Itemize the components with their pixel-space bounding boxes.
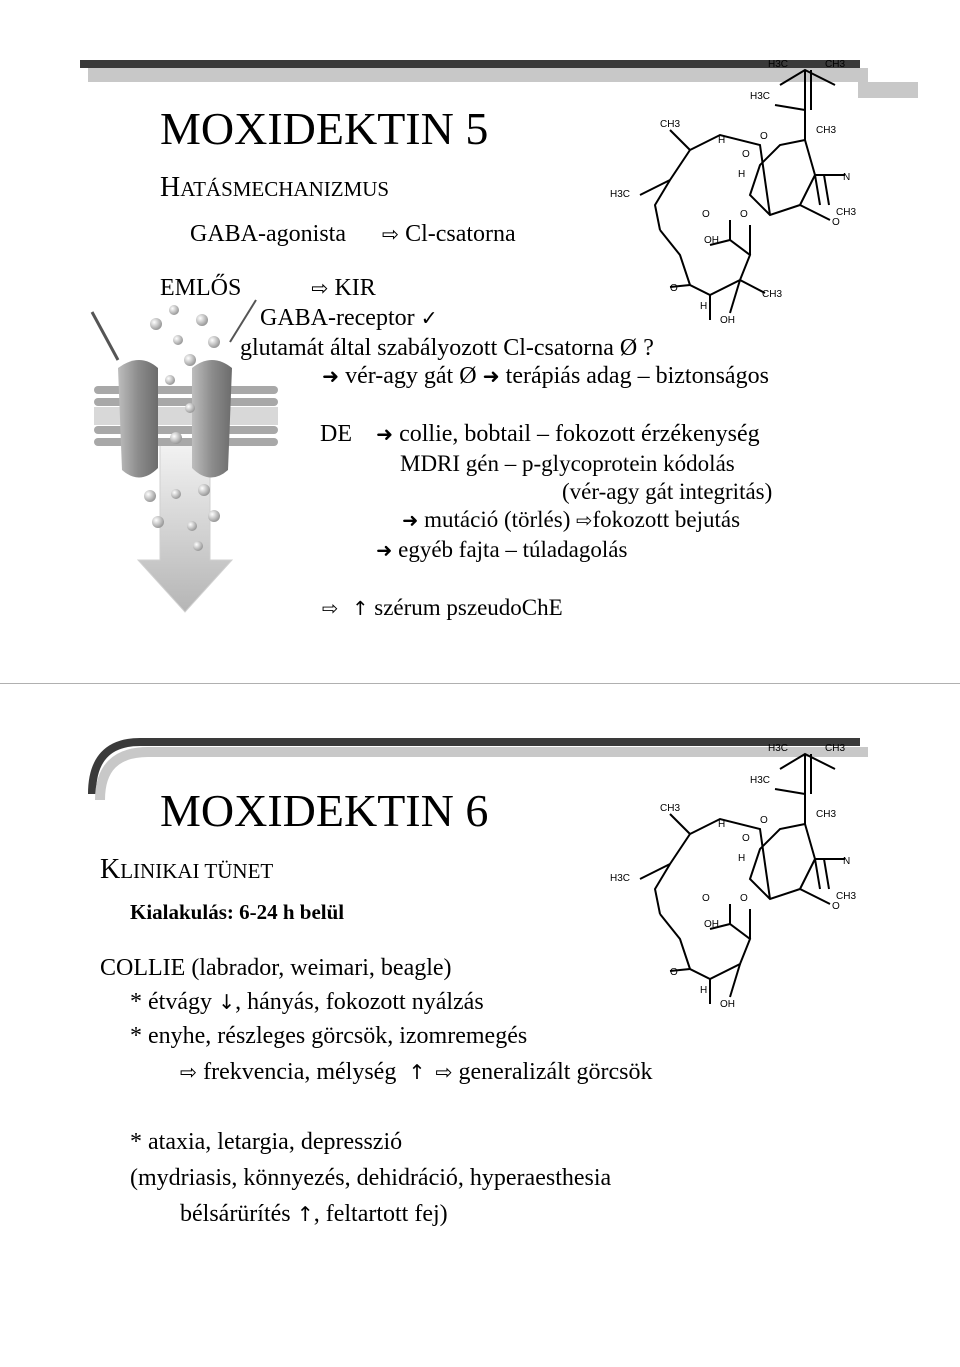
svg-text:CH3: CH3: [825, 743, 846, 754]
svg-text:H3C: H3C: [768, 59, 789, 70]
svg-text:CH3: CH3: [825, 59, 846, 70]
right-arrow-icon: ⇨: [435, 1060, 453, 1084]
collie-line: COLLIE (labrador, weimari, beagle): [100, 955, 452, 981]
bullet-1: * étvágy ↓, hányás, fokozott nyálzás: [130, 989, 484, 1015]
arrow-icon: ➜: [376, 422, 394, 446]
slide-moxidektin-6: [0, 684, 960, 1367]
check-icon: ✓: [420, 306, 438, 330]
de-line-1: ➜ collie, bobtail – fokozott érzékenység: [376, 421, 760, 447]
arrow-icon: ➜: [482, 364, 500, 388]
moxidectin-structure-2: [600, 739, 900, 1019]
arrow-icon: ➜: [376, 539, 393, 562]
svg-text:H: H: [718, 819, 726, 830]
svg-text:O: O: [702, 209, 710, 220]
svg-text:O: O: [742, 149, 750, 160]
svg-text:N: N: [843, 172, 851, 183]
section-heading: KLINIKAI TÜNET: [100, 854, 274, 885]
svg-text:H3C: H3C: [750, 775, 771, 786]
svg-text:N: N: [843, 856, 851, 867]
svg-text:CH3: CH3: [660, 119, 681, 130]
bullet-3: ⇨ frekvencia, mélység ↑ ⇨ generalizált görcsök: [180, 1059, 653, 1085]
ver-agy-line: ➜ vér-agy gát Ø ➜ terápiás adag – biztonságos: [322, 363, 769, 389]
svg-text:O: O: [760, 815, 768, 826]
emlos-line: EMLŐS ⇨ KIR: [160, 275, 376, 301]
section-heading: HATÁSMECHANIZMUS: [160, 172, 390, 203]
up-arrow-icon: ↑: [408, 1060, 426, 1084]
de-line-3: (vér-agy gát integritás): [562, 479, 773, 504]
slide-moxidektin-5: [0, 0, 960, 683]
svg-text:O: O: [670, 967, 678, 978]
svg-text:CH3: CH3: [836, 207, 857, 218]
svg-text:O: O: [832, 217, 840, 228]
svg-text:H: H: [738, 853, 746, 864]
svg-text:O: O: [832, 901, 840, 912]
right-arrow-icon: ⇨: [381, 222, 400, 246]
svg-text:CH3: CH3: [762, 289, 783, 300]
svg-text:CH3: CH3: [836, 891, 857, 902]
svg-text:H3C: H3C: [610, 189, 631, 200]
right-arrow-icon: ⇨: [311, 276, 329, 300]
svg-text:CH3: CH3: [660, 803, 681, 814]
svg-text:O: O: [740, 893, 748, 904]
gaba-line: GABA-agonista ⇨ Cl-csatorna: [190, 221, 516, 247]
right-arrow-icon: ⇨: [576, 509, 593, 532]
slide-title: MOXIDEKTIN 5: [160, 103, 489, 154]
svg-text:CH3: CH3: [816, 125, 837, 136]
right-arrow-icon: ⇨: [180, 1060, 198, 1084]
up-arrow-icon: ↑: [352, 597, 369, 620]
slide-title: MOXIDEKTIN 6: [160, 785, 489, 836]
bullet-4: * ataxia, letargia, depresszió: [130, 1129, 403, 1155]
onset-line: Kialakulás: 6-24 h belül: [130, 900, 345, 924]
de-label: DE: [320, 421, 352, 447]
moxidectin-structure-1: [600, 55, 900, 335]
de-line-2: MDRI gén – p-glycoprotein kódolás: [400, 451, 735, 476]
arrow-icon: ➜: [322, 364, 340, 388]
svg-text:O: O: [760, 131, 768, 142]
arrow-icon: ➜: [402, 509, 419, 532]
svg-text:O: O: [702, 893, 710, 904]
svg-text:O: O: [742, 833, 750, 844]
svg-text:H: H: [700, 301, 708, 312]
svg-text:OH: OH: [704, 919, 719, 930]
down-arrow-icon: ↓: [217, 990, 236, 1014]
svg-text:H: H: [700, 985, 708, 996]
right-arrow-icon: ⇨: [322, 597, 339, 620]
svg-text:OH: OH: [720, 999, 735, 1010]
svg-text:CH3: CH3: [816, 809, 837, 820]
svg-text:O: O: [740, 209, 748, 220]
bullet-6: bélsárürítés ↑, feltartott fej): [180, 1201, 448, 1227]
serum-line: ⇨ ↑ szérum pszeudoChE: [322, 595, 563, 620]
svg-text:H: H: [738, 169, 746, 180]
svg-text:OH: OH: [704, 235, 719, 246]
svg-text:O: O: [670, 283, 678, 294]
svg-text:H3C: H3C: [768, 743, 789, 754]
up-arrow-icon: ↑: [296, 1202, 314, 1226]
svg-text:H: H: [718, 135, 726, 146]
bullet-2: * enyhe, részleges görcsök, izomremegés: [130, 1023, 528, 1049]
ion-channel-illustration: [80, 290, 280, 620]
de-line-4: ➜ mutáció (törlés) ⇨fokozott bejutás: [402, 507, 741, 532]
svg-text:H3C: H3C: [750, 91, 771, 102]
svg-text:OH: OH: [720, 315, 735, 326]
de-line-5: ➜ egyéb fajta – túladagolás: [376, 537, 628, 562]
bullet-5: (mydriasis, könnyezés, dehidráció, hyperaesthesia: [130, 1165, 612, 1191]
gaba-receptor-line: GABA-receptor ✓: [260, 305, 438, 331]
glutamat-line: glutamát által szabályozott Cl-csatorna Ø ?: [240, 335, 654, 361]
svg-text:H3C: H3C: [610, 873, 631, 884]
